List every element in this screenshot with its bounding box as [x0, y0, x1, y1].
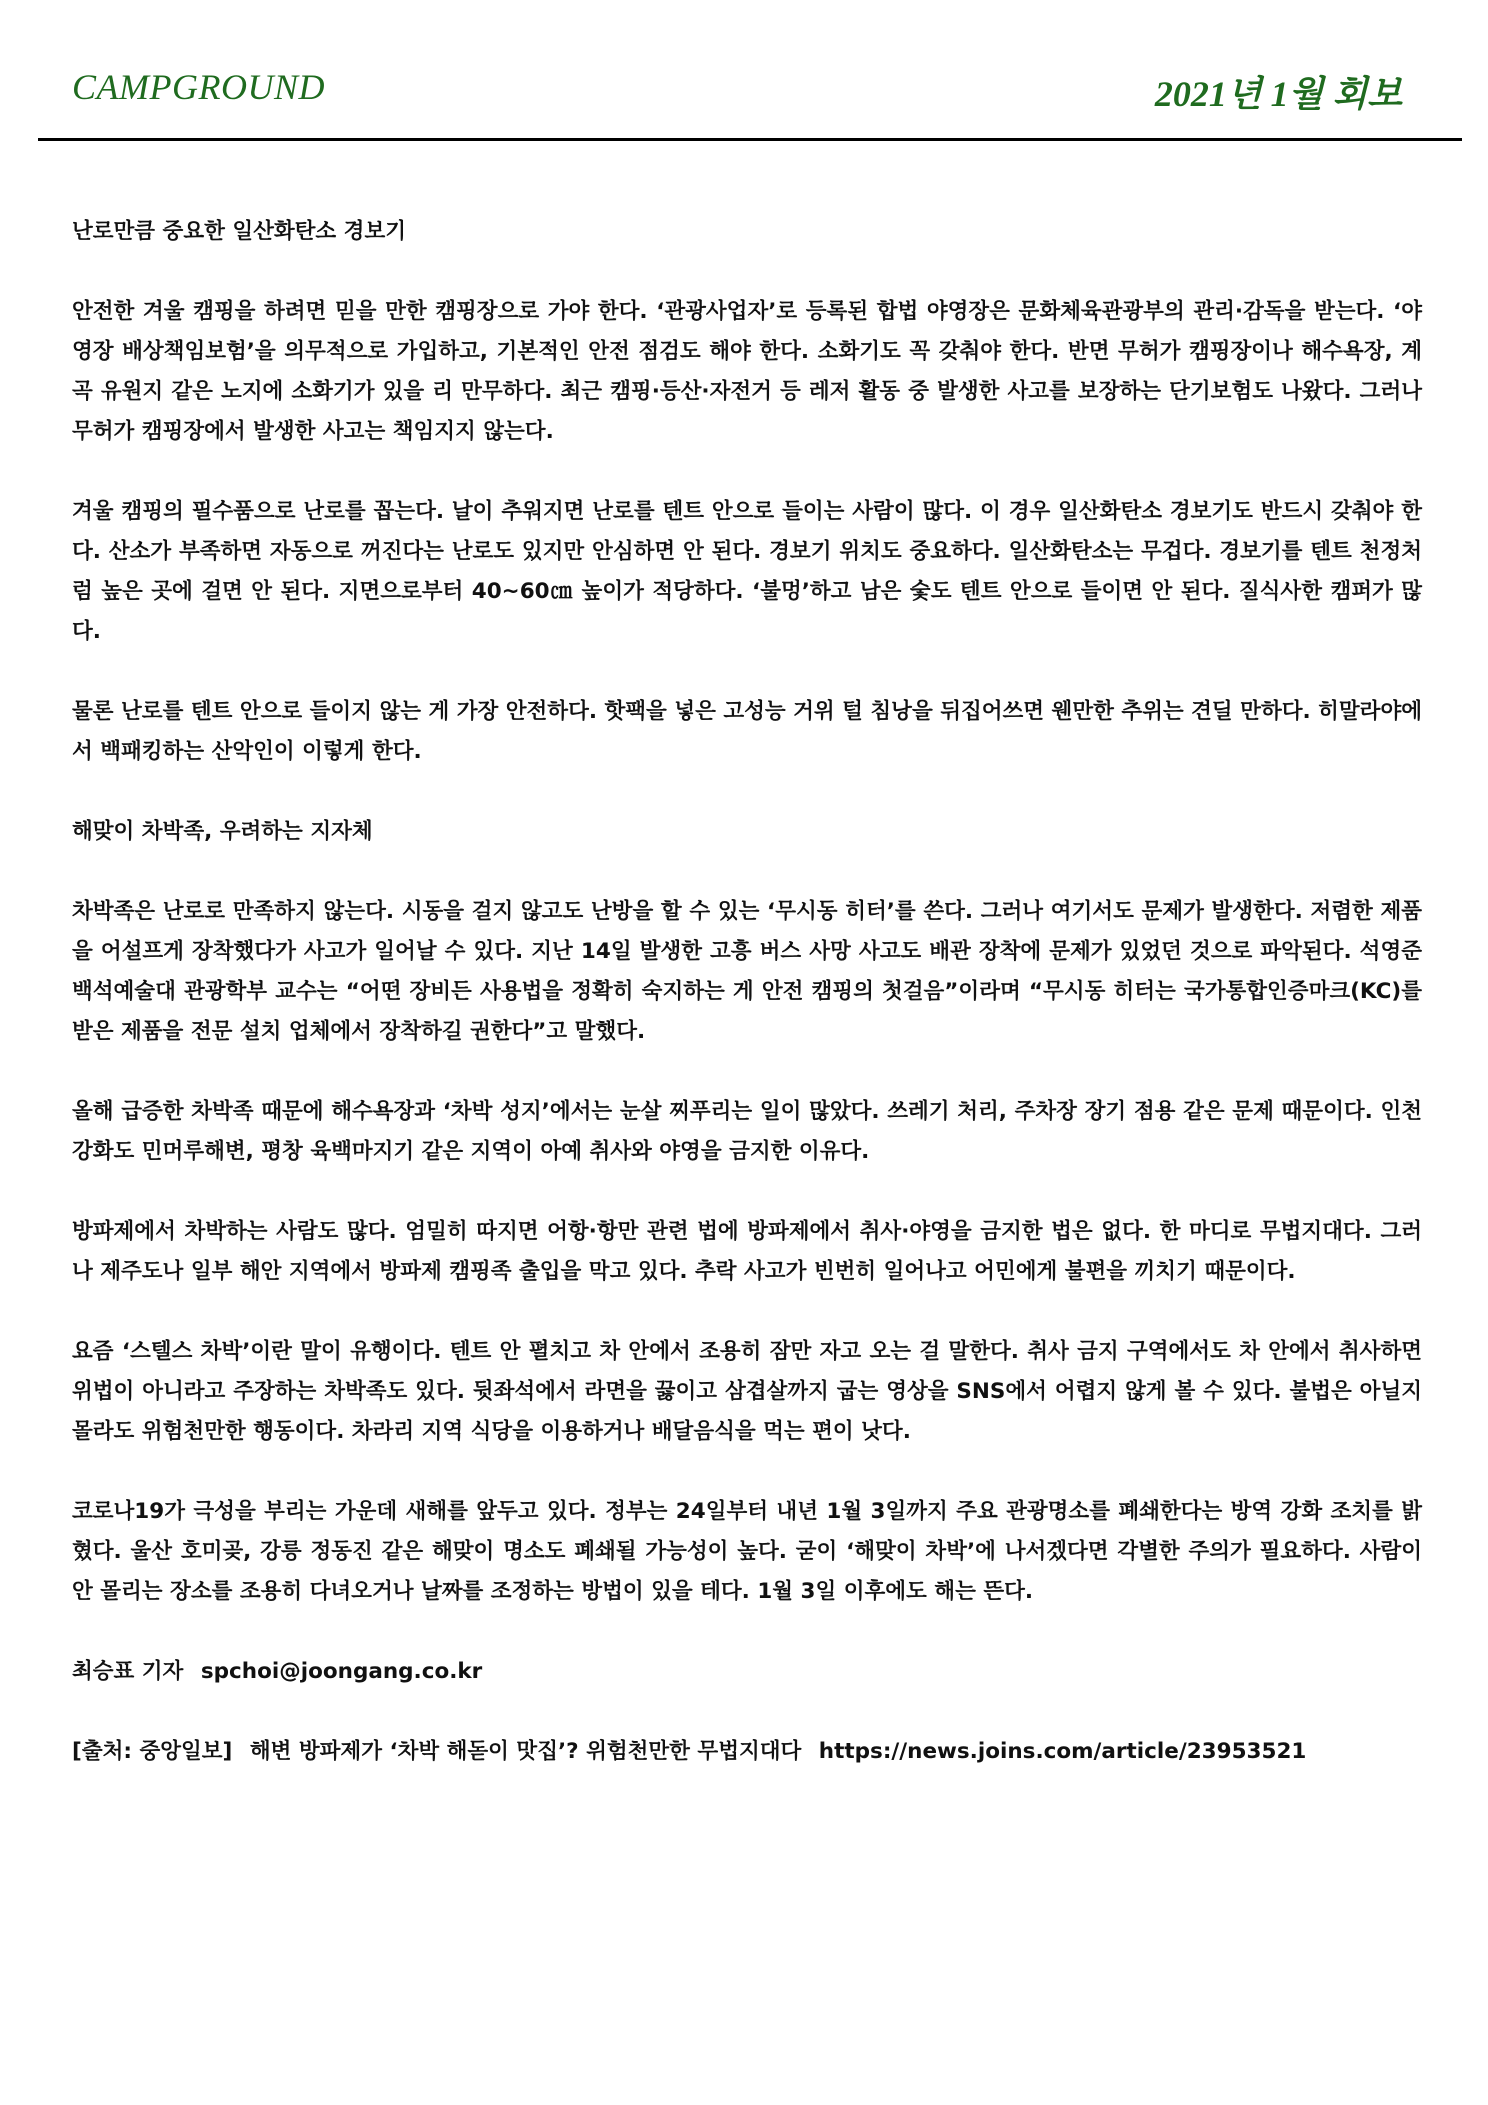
article-body: [72, 212, 1422, 1812]
header-divider: [38, 138, 1462, 141]
paragraph: 코로나19가 극성을 부리는 가운데 새해를 앞두고 있다. 정부는 24일부터 내년 1월 3일까지 주요 관광명소를 폐쇄한다는 방역 강화 조치를 밝혔다. 울산 호미곶, 강릉 정동진 같은 해맞이 명소도 폐쇄될 가능성이 높다. 굳이 ‘해맞이 차박’에 나서겠다면 각별한 주의가 필요하다. 사람이 안 몰리는 장소를 조용히 다녀오거나 날짜를 조정하는 방법이 있을 테다. 1월 3일 이후에도 해는 뜬다.: [72, 1499, 1422, 1604]
section-heading-car-camping: 해맞이 차박족, 우려하는 지자체: [72, 819, 373, 844]
paragraph: 요즘 ‘스텔스 차박’이란 말이 유행이다. 텐트 안 펼치고 차 안에서 조용히 잠만 자고 오는 걸 말한다. 취사 금지 구역에서도 차 안에서 취사하면 위법이 아니라고 주장하는 차박족도 있다. 뒷좌석에서 라면을 끓이고 삼겹살까지 굽는 영상을 SNS에서 어렵지 않게 볼 수 있다. 불법은 아닐지 몰라도 위험천만한 행동이다. 차라리 지역 식당을 이용하거나 배달음식을 먹는 편이 낫다.: [72, 1339, 1422, 1444]
section-heading-co-alarm: 난로만큼 중요한 일산화탄소 경보기: [72, 219, 406, 244]
paragraph: 올해 급증한 차박족 때문에 해수욕장과 ‘차박 성지’에서는 눈살 찌푸리는 일이 많았다. 쓰레기 처리, 주차장 장기 점용 같은 문제 때문이다. 인천 강화도 민머루해변, 평창 육백마지기 같은 지역이 아예 취사와 야영을 금지한 이유다.: [72, 1099, 1422, 1164]
paragraph: 안전한 겨울 캠핑을 하려면 믿을 만한 캠핑장으로 가야 한다. ‘관광사업자’로 등록된 합법 야영장은 문화체육관광부의 관리·감독을 받는다. ‘야영장 배상책임보험’을 의무적으로 가입하고, 기본적인 안전 점검도 해야 한다. 소화기도 꼭 갖춰야 한다. 반면 무허가 캠핑장이나 해수욕장, 계곡 유원지 같은 노지에 소화기가 있을 리 만무하다. 최근 캠핑·등산·자전거 등 레저 활동 중 발생한 사고를 보장하는 단기보험도 나왔다. 그러나 무허가 캠핑장에서 발생한 사고는 책임지지 않는다.: [72, 299, 1422, 444]
paragraph: 물론 난로를 텐트 안으로 들이지 않는 게 가장 안전하다. 핫팩을 넣은 고성능 거위 털 침낭을 뒤집어쓰면 웬만한 추위는 견딜 만하다. 히말라야에서 백패킹하는 산악인이 이렇게 한다.: [72, 699, 1422, 764]
paragraph: 차박족은 난로로 만족하지 않는다. 시동을 걸지 않고도 난방을 할 수 있는 ‘무시동 히터’를 쓴다. 그러나 여기서도 문제가 발생한다. 저렴한 제품을 어설프게 장착했다가 사고가 일어날 수 있다. 지난 14일 발생한 고흥 버스 사망 사고도 배관 장착에 문제가 있었던 것으로 파악된다. 석영준 백석예술대 관광학부 교수는 “어떤 장비든 사용법을 정확히 숙지하는 게 안전 캠핑의 첫걸음”이라며 “무시동 히터는 국가통합인증마크(KC)를 받은 제품을 전문 설치 업체에서 장착하길 권한다”고 말했다.: [72, 899, 1422, 1044]
source-url-link[interactable]: https://news.joins.com/article/23953521: [818, 1739, 1307, 1764]
reporter-name: 최승표 기자: [72, 1659, 184, 1684]
page-header: [72, 60, 1402, 114]
byline: [72, 1652, 1422, 1692]
newsletter-brand: CAMPGROUND: [72, 67, 325, 107]
issue-date: 2021년 1월 회보: [1154, 74, 1402, 114]
paragraph: 겨울 캠핑의 필수품으로 난로를 꼽는다. 날이 추워지면 난로를 텐트 안으로 들이는 사람이 많다. 이 경우 일산화탄소 경보기도 반드시 갖춰야 한다. 산소가 부족하면 자동으로 꺼진다는 난로도 있지만 안심하면 안 된다. 경보기 위치도 중요하다. 일산화탄소는 무겁다. 경보기를 텐트 천정처럼 높은 곳에 걸면 안 된다. 지면으로부터 40~60㎝ 높이가 적당하다. ‘불멍’하고 남은 숯도 텐트 안으로 들이면 안 된다. 질식사한 캠퍼가 많다.: [72, 499, 1422, 644]
paragraph: 방파제에서 차박하는 사람도 많다. 엄밀히 따지면 어항·항만 관련 법에 방파제에서 취사·야영을 금지한 법은 없다. 한 마디로 무법지대다. 그러나 제주도나 일부 해안 지역에서 방파제 캠핑족 출입을 막고 있다. 추락 사고가 빈번히 일어나고 어민에게 불편을 끼치기 때문이다.: [72, 1219, 1422, 1284]
source-citation: [72, 1732, 1422, 1772]
source-title: 해변 방파제가 ‘차박 해돋이 맛집’? 위험천만한 무법지대다: [249, 1739, 802, 1764]
source-label: [출처: 중앙일보]: [72, 1739, 233, 1764]
reporter-email[interactable]: spchoi@joongang.co.kr: [200, 1659, 483, 1684]
